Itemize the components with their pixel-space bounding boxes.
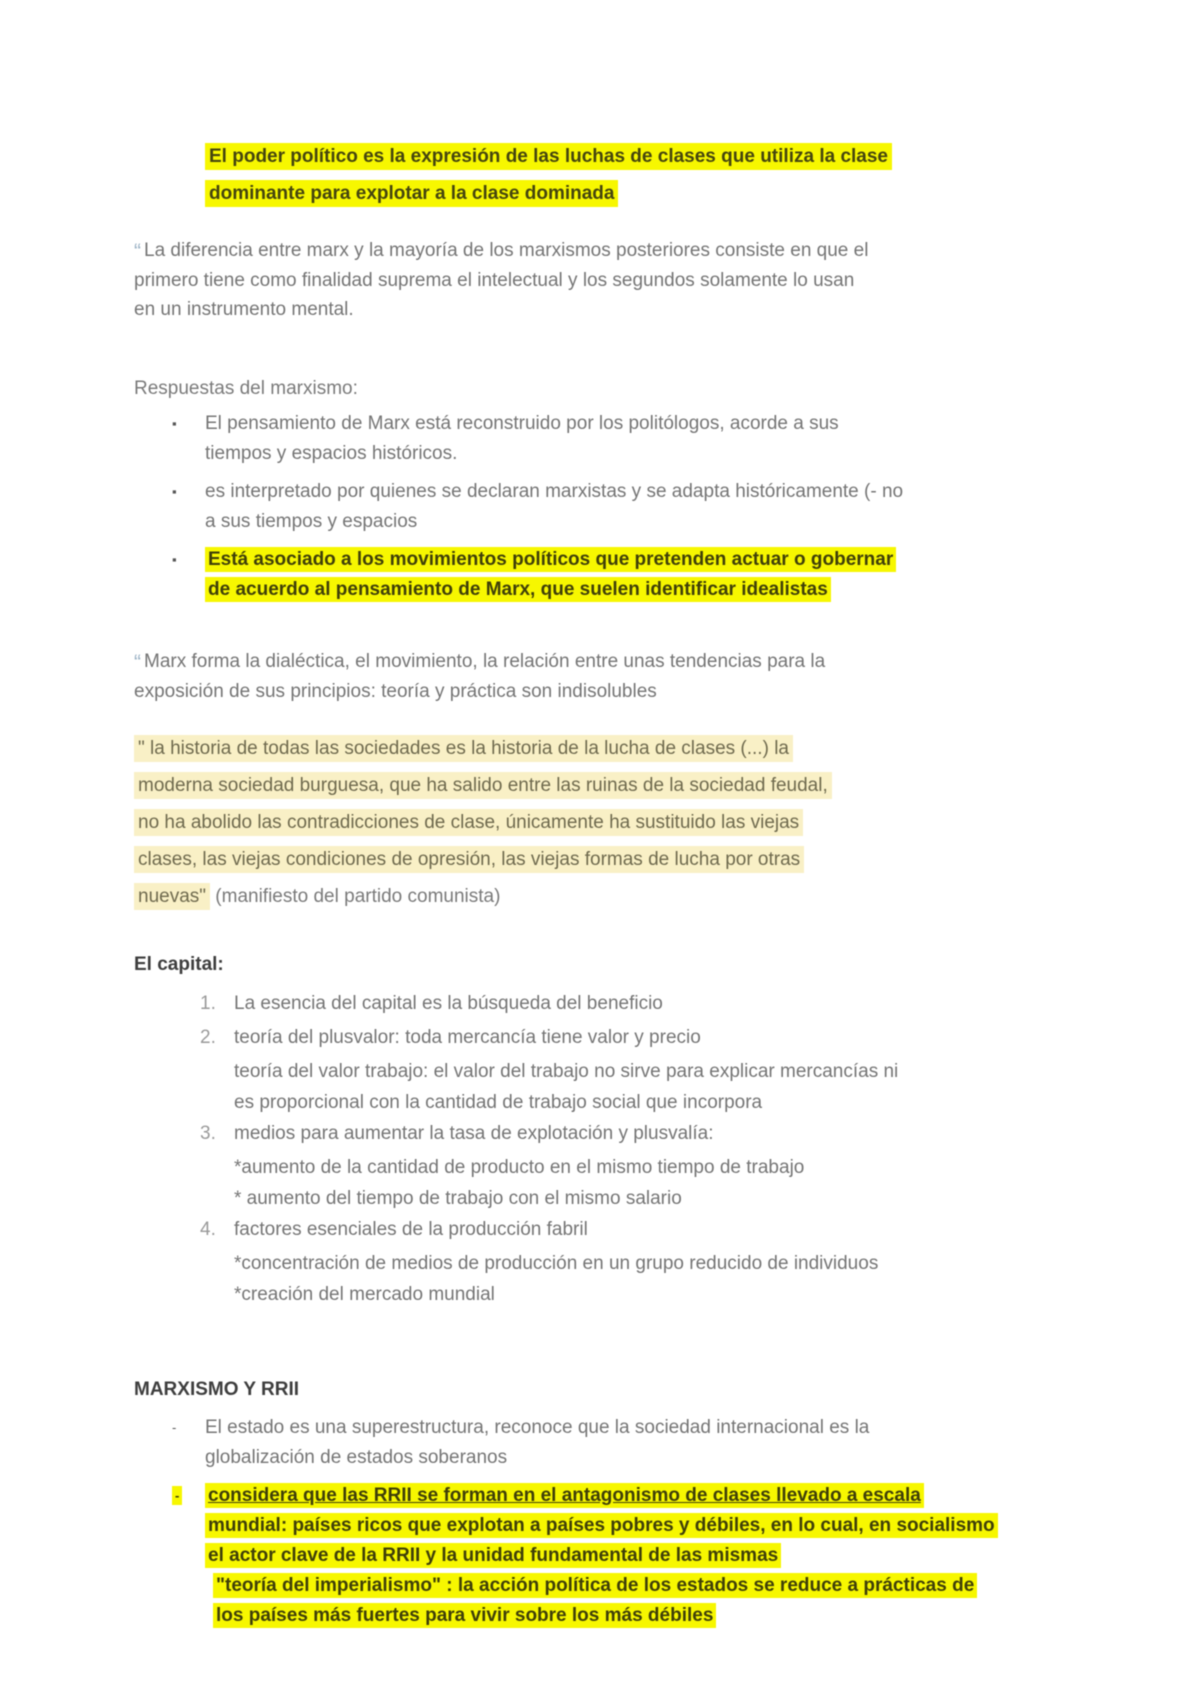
dialectic-paragraph [134,647,1032,706]
responses-bullet-list [134,409,1032,605]
item-body [234,988,1032,1019]
rrii-heading: MARXISMO Y RRII [134,1379,300,1400]
dash-item [134,1413,1032,1473]
dash-body [205,1413,1032,1473]
numbered-item [134,1022,1032,1053]
imperialism-rest: la acción política de los estados se reduce a prácticas de [452,1575,975,1596]
quote-attribution: (manifiesto del partido comunista) [210,886,501,907]
bullet-body [205,545,1032,605]
quote-line [134,804,1032,841]
item-body [234,1118,1032,1149]
bullet-item [134,477,1032,537]
title-line [205,175,1032,212]
dash-item-highlighted [134,1481,1032,1631]
item-subline: *creación del mercado mundial [234,1284,495,1305]
bullet-line: tiempos y espacios históricos. [205,443,458,464]
cream-highlighted-text: nuevas" [134,883,210,910]
bullet-body [205,477,1032,537]
quote-mark-icon: “ [134,240,141,263]
dash-body [205,1481,1032,1631]
bullet-item-highlighted [134,545,1032,605]
highlighted-text [213,1573,977,1598]
intro-line-1: La diferencia entre marx y la mayoría de los marxismos posteriores consiste en que el [144,240,869,261]
intro-paragraph [134,236,1032,324]
numbered-item [134,988,1032,1019]
highlighted-text: el actor clave de la RRII y la unidad fundamental de las mismas [205,1543,781,1568]
bullet-icon: ▪ [172,552,177,567]
item-body [234,1022,1032,1053]
bullet-line: a sus tiempos y espacios [205,511,418,532]
item-number: 2. [200,1027,216,1048]
numbered-item [134,1118,1032,1149]
title-line-2: dominante para explotar a la clase dominada [205,180,618,207]
item-line: medios para aumentar la tasa de explotación y plusvalía: [234,1123,714,1144]
item-subline: *concentración de medios de producción en un grupo reducido de individuos [234,1253,879,1274]
dash-icon: - [172,1420,177,1435]
quote-line [134,841,1032,878]
highlighted-text: mundial: países ricos que explotan a países pobres y débiles, en lo cual, en socialismo [205,1513,998,1538]
item-number: 4. [200,1219,216,1240]
imperialism-lead: "teoría del imperialismo" : [216,1575,453,1596]
cream-highlighted-text: clases, las viejas condiciones de opresión, las viejas formas de lucha por otras [134,846,804,873]
paragraph-line: primero tiene como finalidad suprema el intelectual y los segundos solamente lo usan [134,270,855,291]
capital-numbered-list [134,988,1032,1310]
item-subline: * aumento del tiempo de trabajo con el mismo salario [234,1188,682,1209]
dash-line: El estado es una superestructura, reconoce que la sociedad internacional es la [205,1417,870,1438]
paragraph-line: en un instrumento mental. [134,299,354,320]
quote-line [134,730,1032,767]
dash-icon [172,1481,205,1631]
dialectic-line-1: Marx forma la dialéctica, el movimiento, la relación entre unas tendencias para la [144,651,826,672]
cream-highlighted-text: no ha abolido las contradicciones de clase, únicamente ha sustituido las viejas [134,809,803,836]
bullet-icon: ▪ [172,484,177,499]
dash-line: globalización de estados soberanos [205,1447,508,1468]
quote-mark-icon: “ [134,651,141,674]
item-subline: teoría del valor trabajo: el valor del trabajo no sirve para explicar mercancías ni [234,1061,899,1082]
item-line: factores esenciales de la producción fabril [234,1219,588,1240]
title-line [205,138,1032,175]
bullet-icon: ▪ [172,416,177,431]
highlighted-line [213,1571,1032,1601]
title-highlight-block [205,138,1032,212]
highlighted-text [205,1483,924,1508]
item-line: teoría del plusvalor: toda mercancía tiene valor y precio [234,1027,701,1048]
item-number: 3. [200,1123,216,1144]
numbered-item [134,1214,1032,1245]
title-line-1: El poder político es la expresión de las luchas de clases que utiliza la clase [205,143,892,170]
document-content [134,138,1032,1631]
cream-highlighted-text: moderna sociedad burguesa, que ha salido entre las ruinas de la sociedad feudal, [134,772,832,799]
highlighted-line [205,1541,1032,1571]
bullet-line: El pensamiento de Marx está reconstruido por los politólogos, acorde a sus [205,413,839,434]
quote-line [134,878,1032,915]
item-number: 1. [200,993,216,1014]
item-line: La esencia del capital es la búsqueda del beneficio [234,993,663,1014]
highlighted-text: de acuerdo al pensamiento de Marx, que suelen identificar idealistas [205,577,831,602]
bullet-line [205,545,1032,575]
paragraph-line [134,236,1032,266]
bullet-body [205,409,1032,469]
highlighted-dash: - [172,1486,182,1505]
bullet-line [205,575,1032,605]
item-body [234,1214,1032,1245]
highlighted-line [213,1601,1032,1631]
quote-line [134,767,1032,804]
item-subline: *aumento de la cantidad de producto en el mismo tiempo de trabajo [234,1157,805,1178]
responses-heading: Respuestas del marxismo: [134,378,358,399]
highlighted-text: los países más fuertes para vivir sobre los más débiles [213,1603,716,1628]
capital-heading: El capital: [134,954,224,975]
highlighted-line [205,1511,1032,1541]
paragraph-line: exposición de sus principios: teoría y práctica son indisolubles [134,681,657,702]
highlighted-line [205,1481,1032,1511]
rrii-dash-list [134,1413,1032,1631]
bullet-line: es interpretado por quienes se declaran marxistas y se adapta históricamente (- no [205,481,904,502]
highlighted-text: Está asociado a los movimientos políticos que pretenden actuar o gobernar [205,547,896,572]
cream-highlighted-text: " la historia de todas las sociedades es la historia de la lucha de clases (...) la [134,735,793,762]
paragraph-line [134,647,1032,677]
item-subline: es proporcional con la cantidad de trabajo social que incorpora [234,1092,763,1113]
underlined-lead: considera que las RRII se forman en el antagonismo de clases llevado a escala [208,1485,921,1506]
bullet-item [134,409,1032,469]
manifesto-quote-block [134,730,1032,915]
